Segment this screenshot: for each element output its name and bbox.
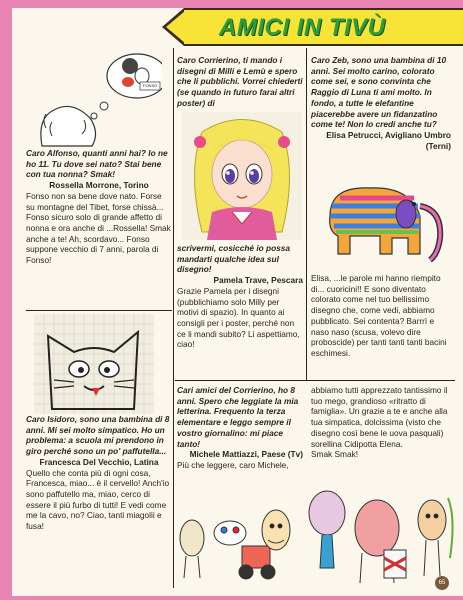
letter-text: Caro Isidoro, sono una bambina di 8 anni. Mi sei molto simpatico. Ho un problema: a scuola mi prendono in giro perché sono un po' paffutella...	[26, 414, 170, 457]
reply-closing: Smak Smak!	[311, 449, 359, 460]
letter-text: Caro Alfonso, quanti anni hai? Io ne ho 11. Tu dove sei nato? Stai bene con tua nonna? Smak!	[26, 148, 168, 180]
letter-text: Caro Zeb, sono una bambina di 10 anni. Sei molto carino, colorato come sei, e sono convinta che Raggio di Luna ti ami molto. In fondo, a tutte le elefantine piacerebbe avere un fidanzatino come te! Non lo credi anche tu?	[311, 55, 447, 130]
letter-signature: Michele Mattiazzi, Paese (Tv)	[189, 449, 303, 460]
section-title: AMICI IN TIVÙ	[219, 14, 386, 41]
alfonso-drawing	[32, 48, 162, 148]
letter-signature: Francesca Del Vecchio, Latina	[39, 456, 159, 467]
divider	[26, 310, 172, 311]
reply-text: Grazie Pamela per i disegni (pubblichiamo solo Milly per motivi di spazio). In quanto ai consigli per i poster, perché non ce li mandi subito? Li aspettiamo, ciao!	[177, 285, 300, 350]
letter-text-cont: scrivermi, cosicché io possa mandarti qualche idea sul disegno!	[177, 243, 290, 275]
letter-corrierino-top	[177, 55, 303, 109]
column-divider	[306, 48, 307, 380]
pencil-tip-fill	[166, 11, 185, 43]
letter-signature: Pamela Trave, Pescara	[213, 275, 303, 286]
letter-text: Cari amici del Corrierino, ho 8 anni. Spero che leggiate la mia letterina. Frequento la terza elementare e leggo sempre il vostro giornalino: mi piace tanto!	[177, 385, 299, 449]
magazine-page	[12, 8, 463, 596]
reply-michele-cont	[311, 385, 451, 460]
milly-drawing	[182, 112, 302, 240]
reply-text: abbiamo tutti apprezzato tantissimo il tuo mego, grandioso «ritratto di famiglia». Un grazie a te e anche alla tua simpatica, dolcissima (visto che disegno così bene le uova pasquali) sorellina Cidipotta Elena.	[311, 385, 448, 449]
letter-alfonso	[26, 148, 172, 266]
reply-zeb	[311, 273, 451, 359]
letter-text: Caro Corrierino, ti mando i disegni di Milli e Lemù e spero che li pubblichi. Vorrei chiederti (se quando in futuro farai altri poster) di	[177, 55, 303, 108]
letter-isidoro	[26, 414, 172, 532]
isidoro-drawing	[34, 314, 154, 414]
zeb-elephant-drawing	[310, 176, 450, 276]
reply-text: Fonso non sa bene dove nato. Forse su montagne del Tibet, forse chissà... Fonso sicuro solo di grande affetto di nonna e ora anche di ...Rossella! Smak anche a te! Ah, scordavo... Fonso suppone vecchio di 7 anni, parola di Fonso!	[26, 190, 171, 266]
reply-text: Più che leggere, caro Michele,	[177, 459, 289, 470]
letter-signature: Rossella Morrone, Torino	[49, 180, 149, 191]
reply-text: Quello che conta più di ogni cosa, Francesca, miao... è il cervello! Anch'io sono paffutello ma, miao, cerco di essere il più furbo di tutti! E vedi come me la cavo, no? Ciao, tanti miagolii e fusa!	[26, 467, 170, 532]
page-number: 65	[435, 576, 449, 590]
bubble-label: FONSO	[143, 83, 158, 88]
letter-pamela	[177, 243, 303, 350]
section-header	[184, 8, 463, 46]
family-portrait-drawing	[172, 458, 462, 593]
letter-zeb	[311, 55, 451, 151]
divider	[175, 380, 455, 381]
reply-text: Elisa, ...le parole mi hanno riempito di... cuoricini!! E sono diventato colorato come nel tuo bellissimo disegno che, come vedi, abbiamo pubblicato. Sei contenta? Barrrì e naso naso (scusa, volevo dire proboscide) per tanti tanti tanti bacini eschimesi.	[311, 273, 447, 358]
letter-signature: Elisa Petrucci, Avigliano Umbro (Terni)	[326, 129, 451, 151]
